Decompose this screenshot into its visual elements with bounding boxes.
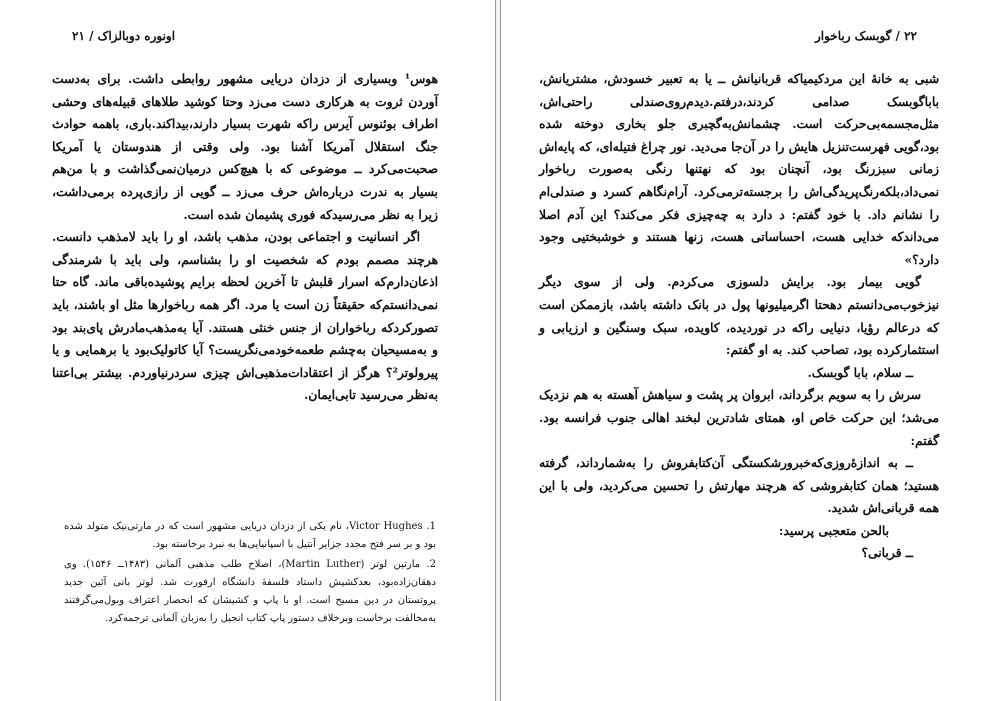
body-text xyxy=(52,68,438,407)
paragraph: شبی به خانهٔ این مردکیمیاکه قربانیانش ــ یا به تعبیر خسودش، مشتریانش، باباگوبسک صدامی کردند،درفتم.دیدم‌روی‌صندلی راحتی‌اش، مثل‌مجسمه‌بی‌حرکت است. چشمانش‌به‌گچبری جلو بخاری دوخته شده بود،گویی فهرست‌تنزیل هایش را در آن‌جا می‌دید. نور چراغ فتیله‌ای، که پایه‌اش زمانی سبزرنگ بود، آنچنان بود که نهتنها رنگی به‌صورت رباخوار نمی‌داد،بلکه‌رنگ‌پریدگی‌اش را برجسته‌ترمی‌کرد. آرام‌نگاهم کسرد و صندلی‌ام را نشانم داد. با خود گفتم: د دارد به چه‌چیزی فکر می‌کند؟ این آدم اصلا می‌داندکه خدایی هست، احساساتی هست، زنها هستند و خوشبختیی وجود دارد؟» xyxy=(539,71,939,267)
left-page xyxy=(0,0,496,701)
paragraph: اگر انسانیت و اجتماعی بودن، مذهب باشد، او را باید لامذهب دانست. هرچند مصمم بودم که شخصیت او را بشناسم، ولی باید با شرمندگی اذعان‌دارم‌که اسرار قلبش تا آخرین لحظه برایم پوشیده‌باقی ماند. گاه حتا نمی‌دانستم‌که حقیقتاً زن است یا مرد. اگر همه رباخوارها مثل او باشند، باید تصورکردکه رباخواران از جنس خنثی هستند. آیا به‌مذهب‌مادرش پای‌بند بود و به‌مسیحیان به‌چشم طعمه‌خودمی‌نگریست؟ آیا کاتولیک‌بود یا برهمایی و یا پیرولوتر²؟ هرگز از اعتقادات‌مذهبی‌اش چیزی سردرنیاوردم. بیشتر بی‌اعتنا به‌نظر می‌رسید تابی‌ایمان. xyxy=(52,229,438,403)
paragraph: بالحن متعجبی پرسید: xyxy=(778,522,889,538)
footnotes xyxy=(64,518,436,630)
paragraph: سرش را به سویم برگرداند، ابروان پر پشت و سیاهش آهسته به هم نزدیک می‌شد؛ این حرکت خاص او، همتای شادترین لبخند اهالی جنوب فرانسه بود. گفتم: xyxy=(539,387,939,448)
dialogue-line: ــ سلام، بابا گوبسک. xyxy=(807,364,913,380)
paragraph: هوس¹ وبسیاری از دزدان دریایی مشهور روابطی داشت. برای به‌دست آوردن ثروت به هرکاری دست می‌زد وحتا کوشید طلاهای قبیله‌های وحشی اطراف بوئنوس آیرس راکه شهرت بسیار دارند،بیداکند.باری، باهمه حوادث جنگ استقلال آمریکا آشنا بود. ولی وقتی از هندوستان یا آمریکا صحبت‌می‌کرد ــ موضوعی که با هیچ‌کس درمیان‌نمی‌گذاشت و با من‌هم بسیار به ندرت درباره‌اش حرف می‌زد ــ گویی از رازی‌پرده برمی‌داشت، زیرا به نظر می‌رسیدکه فوری پشیمان شده است. xyxy=(52,71,438,222)
running-head: اونوره دوبالزاک / ۲۱ xyxy=(72,29,176,43)
dialogue-line: ــ به اندازهٔ‌روزی‌که‌خبرورشکستگی آن‌کتابفروش را به‌شمارداند، گرفته هستید؛ همان کتابفروشی که هرچند مهارتش را تحسین می‌کردید، ولی با این همه قربانی‌اش شدید. xyxy=(539,455,939,516)
running-head: ۲۲ / گوبسک رباخوار xyxy=(814,29,917,43)
footnote: 1. Victor Hughes، نام یکی از دزدان دریایی مشهور است که در مارتی‌نیک متولد شده بود و بر سر فتح مجدد جزایر آنتیل با اسپانیایی‌ها به نبرد برخاسته بود. xyxy=(64,521,437,550)
dialogue-line: ــ قربانی؟ xyxy=(861,545,913,561)
right-page xyxy=(500,0,995,701)
footnote: 2. مارتین لوتر (Martin Luther)، اصلاح طلب مذهبی آلمانی (۱۴۸۳ــ ۱۵۴۶). وی دهقان‌زاده‌بود، بعدکشیش داستاد فلسفهٔ دانشگاه ارفورت شد. لوتر بانی آئین جدید پروتستان در دین مسیح است. او با پاپ و کشیشان که انحصار اعتراف وبول‌می‌گرفتند به‌مخالفت برخاست وبرخلاف دستور پاپ کتاب انجیل را به‌زبان آلمانی ترجمه‌کرد. xyxy=(64,559,437,624)
paragraph: گویی بیمار بود. برایش دلسوزی می‌کردم. ولی از سوی دیگر نیزخوب‌می‌دانستم دهحتا اگرمیلیونها پول در بانک داشته باشد، بازممکن است که درعالم رؤیا، دنیایی راکه در نوردیده، کاویده، سبک وسنگین و ارزیابی و استثمارکرده بود، تصاحب کند. به او گفتم: xyxy=(539,274,939,358)
body-text xyxy=(539,68,939,565)
